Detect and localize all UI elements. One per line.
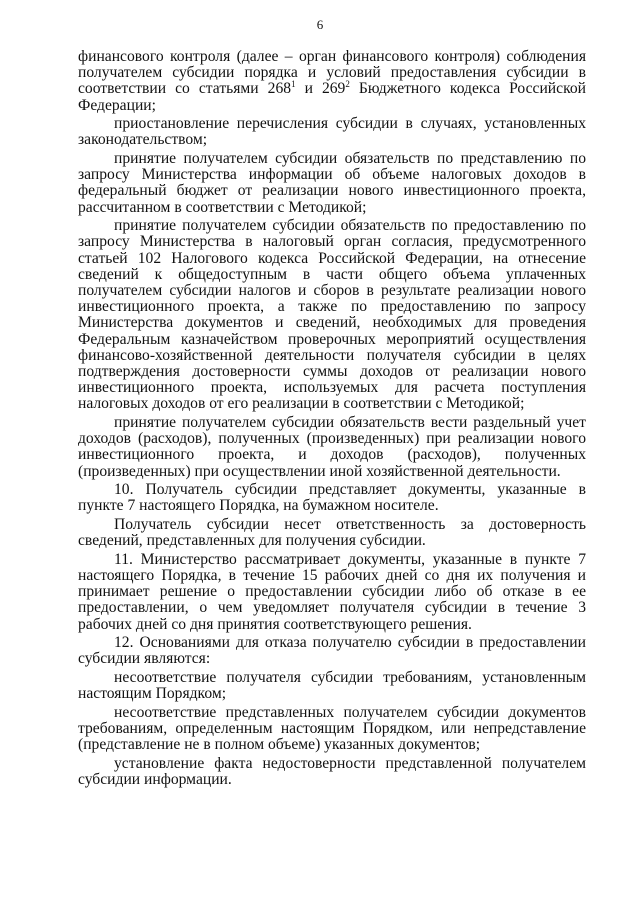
- paragraph: [78, 151, 586, 216]
- paragraph: [78, 552, 586, 633]
- paragraph-text: и 269: [295, 80, 346, 98]
- paragraph-text: приостановление перечисления субсидии в случаях, установленных законодательством;: [78, 115, 586, 149]
- paragraph-text: Получатель субсидии несет ответственность за достоверность сведений, представленных для получения субсидии.: [78, 516, 586, 550]
- paragraph: [78, 116, 586, 148]
- paragraph-text: 12. Основаниями для отказа получателю субсидии в предоставлении субсидии являются:: [78, 634, 586, 668]
- page-number: 6: [316, 17, 324, 32]
- paragraph-text: 10. Получатель субсидии представляет документы, указанные в пункте 7 настоящего Порядка, на бумажном носителе.: [78, 481, 586, 515]
- paragraph: [78, 670, 586, 702]
- paragraph: [78, 218, 586, 412]
- paragraph-text: Бюджетного кодекса Российской Федерации;: [78, 80, 586, 114]
- paragraph: [78, 49, 586, 114]
- paragraph-text: финансового контроля (далее – орган финансового контроля) соблюдения получателем субсидии порядка и условий предоставления субсидии в соответствии со статьями 268: [78, 48, 586, 98]
- paragraph-text: 11. Министерство рассматривает документы, указанные в пункте 7 настоящего Порядка, в течение 15 рабочих дней со дня их получения и принимает решение о предоставлении субсидии либо об отказе в ее предоставлении, о чем уведомляет получателя субсидии в течение 3 рабочих дней со дня принятия соответствующего решения.: [78, 550, 586, 633]
- paragraph: [78, 635, 586, 667]
- paragraph-text: несоответствие получателя субсидии требованиям, установленным настоящим Порядком;: [78, 669, 586, 703]
- superscript-reference: 2: [345, 79, 350, 90]
- document-body: [78, 49, 586, 791]
- paragraph: [78, 482, 586, 514]
- superscript-reference: 1: [291, 79, 296, 90]
- paragraph-text: принятие получателем субсидии обязательств вести раздельный учет доходов (расходов), полученных (произведенных) при реализации нового инвестиционного проекта, и доходов (расходов), полученных (произведенных) при осуществлении иной хозяйственной деятельности.: [78, 414, 586, 480]
- paragraph: [78, 517, 586, 549]
- paragraph: [78, 705, 586, 754]
- paragraph: [78, 415, 586, 480]
- paragraph-text: несоответствие представленных получателем субсидии документов требованиям, определенным настоящим Порядком, или непредставление (представление не в полном объеме) указанных документов;: [78, 703, 586, 754]
- paragraph: [78, 756, 586, 788]
- paragraph-text: принятие получателем субсидии обязательств по предоставлению по запросу Министерства в налоговый орган согласия, предусмотренного статьей 102 Налогового кодекса Российской Федерации, на отнесение сведений к общедоступным в части общего объема уплаченных получателем субсидии налогов и сборов в результате реализации нового инвестиционного проекта, а также по предоставлению по запросу Министерства документов и сведений, необходимых для проведения Федеральным казначейством проверочных мероприятий осуществления финансово-хозяйственной деятельности получателя субсидии в целях подтверждения достоверности суммы доходов от реализации нового инвестиционного проекта, используемых для расчета поступления налоговых доходов от его реализации в соответствии с Методикой;: [78, 217, 586, 413]
- paragraph-text: установление факта недостоверности представленной получателем субсидии информации.: [78, 754, 586, 789]
- paragraph-text: принятие получателем субсидии обязательств по представлению по запросу Министерства информации об объеме налоговых доходов в федеральный бюджет от реализации нового инвестиционного проекта, рассчитанном в соответствии с Методикой;: [78, 150, 586, 216]
